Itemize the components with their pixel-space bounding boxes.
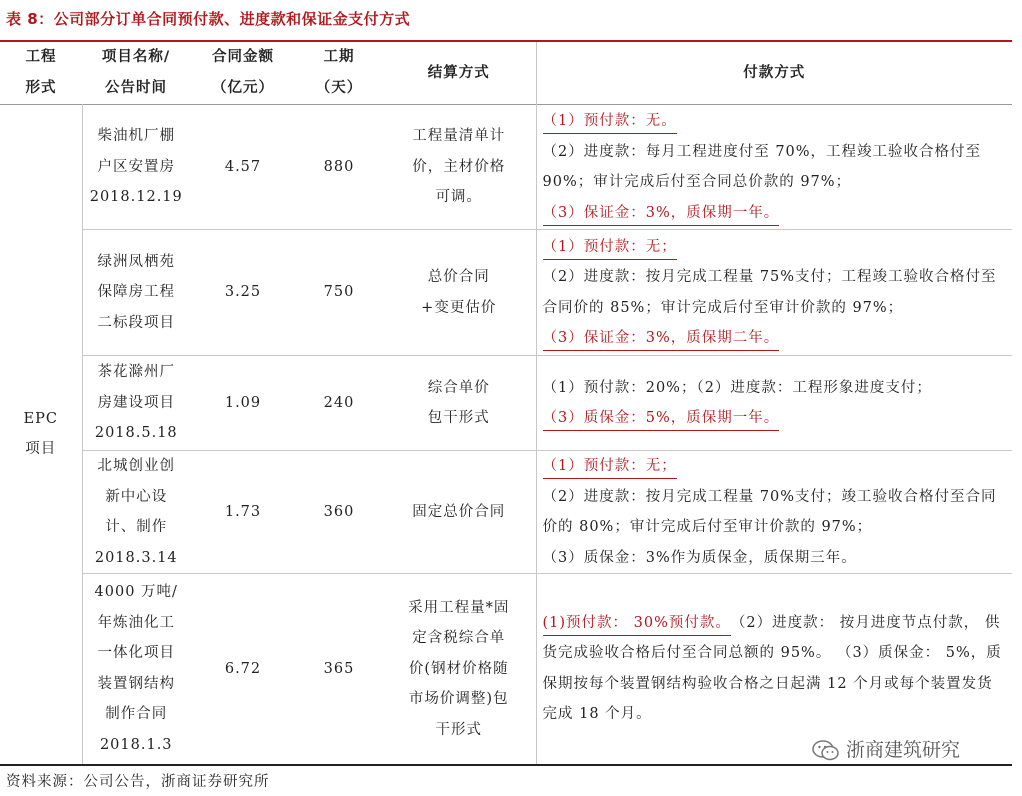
pay-line-red: （3）保证金：3%，质保期二年。: [543, 326, 780, 351]
header-name: 项目名称/ 公告时间: [101, 49, 171, 96]
days-cell: 360: [323, 503, 355, 520]
settle-cell: 工程量清单计 价，主材价格 可调。: [382, 105, 536, 230]
header-settle: 结算方式: [382, 42, 536, 105]
pay-cell: [536, 230, 1012, 356]
days-cell: 240: [323, 394, 355, 411]
source-note: 资料来源：公司公告，浙商证券研究所: [6, 774, 270, 790]
pay-line-red: (1)预付款： 30%预付款。: [543, 611, 731, 636]
settle-cell: 固定总价合同: [382, 451, 536, 574]
pay-cell: [536, 451, 1012, 574]
pay-line: （2）进度款：按月完成工程量 75%支付；工程竣工验收合格付至合同价的 85%；审计完成后付至审计价款的 97%；: [542, 269, 997, 316]
amount-cell: 3.25: [224, 284, 262, 301]
days-cell: 750: [323, 284, 355, 301]
payment-table: [0, 42, 1012, 764]
table-row: [0, 451, 1012, 574]
days-cell: 365: [323, 660, 355, 677]
project-name-cell: 茶花滁州厂 房建设项目 2018.5.18: [94, 364, 178, 442]
table-row: [0, 105, 1012, 230]
project-name-cell: 柴油机厂棚 户区安置房 2018.12.19: [89, 128, 183, 206]
amount-cell: 1.09: [224, 394, 262, 411]
header-row: [0, 42, 1012, 105]
pay-line-red: （3）保证金：3%，质保期一年。: [543, 201, 780, 226]
project-name-cell: 绿洲凤栖苑 保障房工程 二标段项目: [97, 253, 175, 331]
settle-cell: 综合单价 包干形式: [382, 356, 536, 451]
pay-line: （2）进度款： 按月进度节点付款， 供货完成验收合格后付至合同总额的 95%。 （3）质保金： 5%，质保期按每个装置钢结构验收合格之日起满 12 个月或每个装置发货完成 18 个月。: [542, 614, 1002, 723]
bottom-rule: [0, 764, 1012, 766]
pay-line: （2）进度款：每月工程进度付至 70%，工程竣工验收合格付至 90%；审计完成后付至合同总价款的 97%；: [542, 143, 982, 190]
header-amount: 合同金额 （亿元）: [212, 49, 274, 96]
amount-cell: 6.72: [224, 660, 262, 677]
settle-cell: 总价合同 +变更估价: [382, 230, 536, 356]
pay-cell: [536, 356, 1012, 451]
pay-line-red: （3）质保金：5%，质保期一年。: [543, 406, 780, 431]
pay-line: （3）质保金：3%作为质保金，质保期三年。: [542, 549, 857, 566]
project-name-cell: 北城创业创 新中心设 计、制作 2018.3.14: [94, 458, 178, 566]
header-pay: 付款方式: [743, 64, 806, 81]
project-name-cell: 4000 万吨/ 年炼油化工 一体化项目 装置钢结构 制作合同 2018.1.3: [94, 584, 178, 753]
pay-cell: [536, 105, 1012, 230]
project-form-cell: EPC 项目: [0, 105, 82, 764]
watermark: [812, 735, 960, 762]
pay-line-red: （1）预付款：无。: [543, 109, 677, 134]
pay-line: （1）预付款：20%；（2）进度款：工程形象进度支付；: [542, 379, 932, 396]
pay-line-red: （1）预付款：无；: [543, 454, 677, 479]
pay-line-red: （1）预付款：无；: [543, 235, 677, 260]
header-form: 工程 形式: [25, 49, 57, 96]
header-days: 工期 （天）: [315, 49, 363, 96]
watermark-text: 浙商建筑研究: [846, 739, 961, 761]
pay-line: （2）进度款：按月完成工程量 70%支付；竣工验收合格付至合同价的 80%；审计完成后付至审计价款的 97%；: [542, 488, 997, 535]
table-title: 表 8：公司部分订单合同预付款、进度款和保证金支付方式: [6, 10, 411, 28]
amount-cell: 4.57: [224, 158, 262, 175]
days-cell: 880: [323, 158, 355, 175]
amount-cell: 1.73: [224, 503, 262, 520]
wechat-icon: [812, 740, 840, 762]
table-row: [0, 230, 1012, 356]
settle-cell: 采用工程量*固 定含税综合单 价(钢材价格随 市场价调整)包 干形式: [382, 574, 536, 764]
table-row: [0, 356, 1012, 451]
